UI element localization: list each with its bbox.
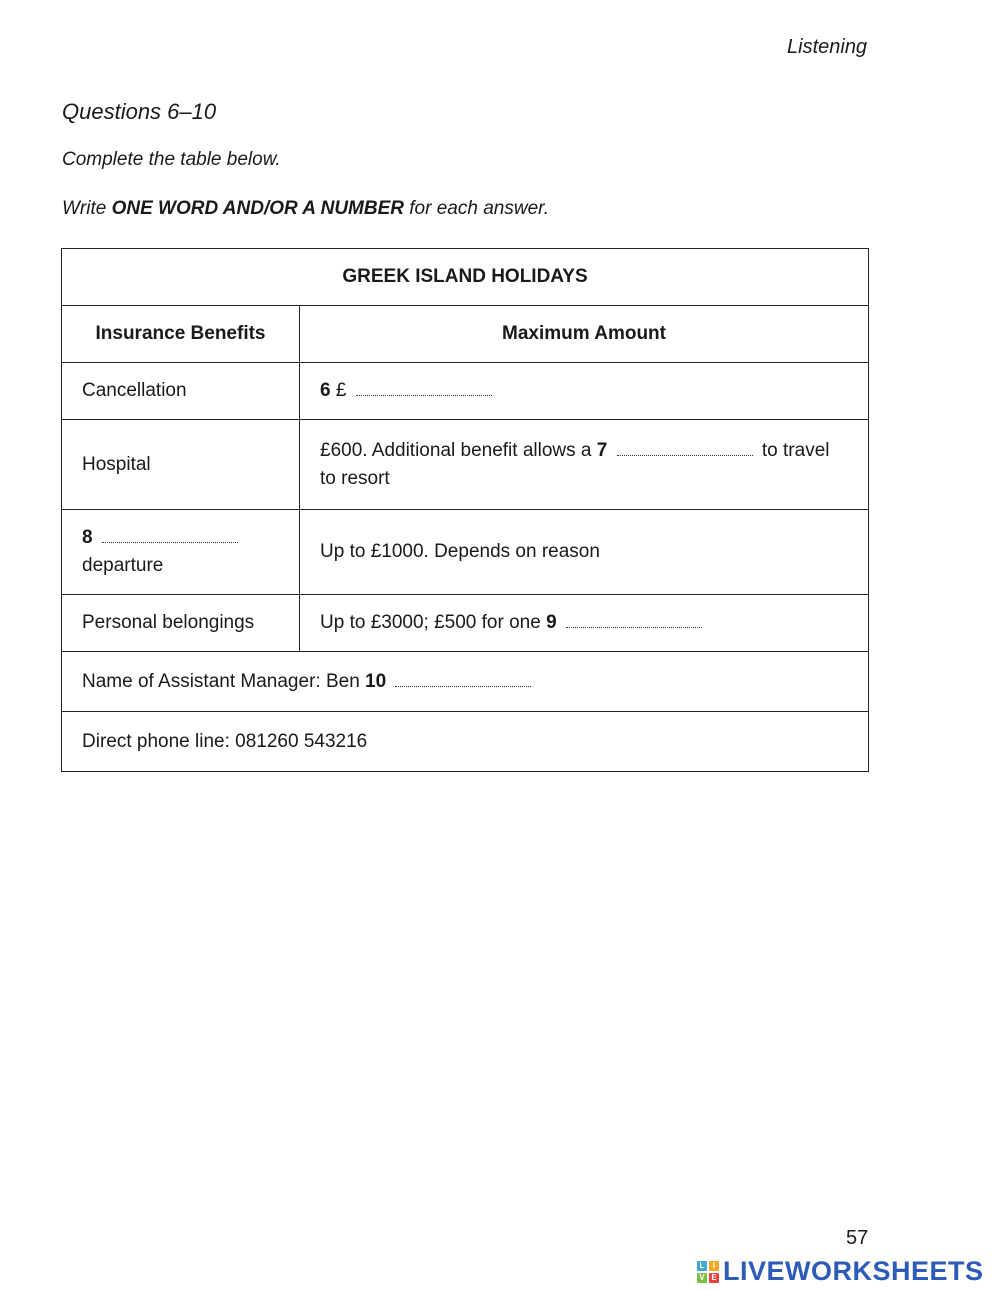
section-label: Listening <box>787 36 868 58</box>
amount-text: Up to £3000; £500 for one <box>320 612 547 633</box>
logo-letter: E <box>709 1273 719 1283</box>
question-number: 7 <box>596 439 608 461</box>
instruction-post: for each answer. <box>404 198 550 219</box>
benefit-text: departure <box>82 555 164 576</box>
amount-cell: Up to £1000. Depends on reason <box>300 510 869 595</box>
table-title: GREEK ISLAND HOLIDAYS <box>62 249 869 306</box>
page-number: 57 <box>846 1227 869 1249</box>
logo-icon <box>697 1261 719 1283</box>
table-row <box>62 595 869 652</box>
column-header-benefits: Insurance Benefits <box>62 306 300 363</box>
liveworksheets-logo <box>697 1256 984 1287</box>
logo-letter: L <box>697 1261 707 1271</box>
answer-blank-6[interactable] <box>356 387 492 396</box>
logo-letter: V <box>697 1273 707 1283</box>
answer-blank-7[interactable] <box>617 447 753 456</box>
table-row <box>62 363 869 420</box>
table-row <box>62 510 869 595</box>
benefit-cell: Hospital <box>62 420 300 510</box>
amount-text: to travel to resort <box>320 439 830 489</box>
insurance-table <box>61 248 869 772</box>
instruction-word-limit <box>62 198 549 220</box>
question-number: 8 <box>82 527 93 548</box>
brand-name: LIVEWORKSHEETS <box>723 1256 984 1286</box>
question-number: 6 <box>320 380 331 401</box>
answer-blank-8[interactable] <box>102 534 238 543</box>
table-row <box>62 712 869 772</box>
currency-prefix: £ <box>335 380 347 401</box>
instruction-complete-table: Complete the table below. <box>62 149 281 170</box>
instruction-pre: Write <box>62 198 112 219</box>
table-row <box>62 420 869 510</box>
amount-cell <box>300 420 869 510</box>
benefit-cell <box>62 510 300 595</box>
question-number: 9 <box>546 612 557 633</box>
logo-letter: I <box>709 1261 719 1271</box>
column-header-amount: Maximum Amount <box>300 306 869 363</box>
questions-heading: Questions 6–10 <box>62 99 217 124</box>
manager-cell <box>62 652 869 712</box>
phone-cell: Direct phone line: 081260 543216 <box>62 712 869 772</box>
table-row <box>62 652 869 712</box>
instruction-bold: ONE WORD AND/OR A NUMBER <box>111 198 404 219</box>
benefit-cell: Cancellation <box>62 363 300 420</box>
amount-cell <box>300 363 869 420</box>
amount-cell <box>300 595 869 652</box>
amount-text: £600. Additional benefit allows a <box>320 439 597 461</box>
answer-blank-10[interactable] <box>395 678 531 687</box>
manager-text: Name of Assistant Manager: Ben <box>82 670 366 692</box>
benefit-cell: Personal belongings <box>62 595 300 652</box>
answer-blank-9[interactable] <box>566 619 702 628</box>
question-number: 10 <box>365 670 387 692</box>
